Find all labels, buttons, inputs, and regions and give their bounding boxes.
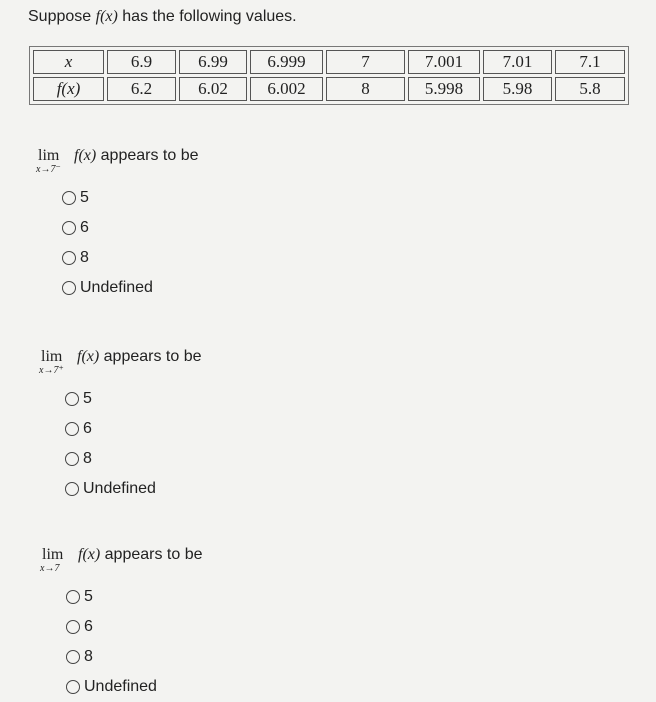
option-6[interactable] <box>62 213 153 243</box>
radio-button[interactable] <box>66 680 80 694</box>
table-cell-x: 7.1 <box>555 50 625 74</box>
intro-function: f(x) <box>95 8 118 25</box>
question-function: f(x) <box>78 546 101 563</box>
question-function: f(x) <box>77 348 100 365</box>
intro-suffix: has the following values. <box>122 8 297 25</box>
radio-button[interactable] <box>62 221 76 235</box>
table-cell-fx: 5.998 <box>408 77 480 101</box>
question-function: f(x) <box>74 147 97 164</box>
radio-button[interactable] <box>62 251 76 265</box>
question-text: appears to be <box>100 147 199 164</box>
lim-subscript: x→7⁺ <box>39 365 64 376</box>
lim-symbol: lim <box>38 147 60 164</box>
option-8[interactable] <box>65 444 156 474</box>
option-label: 6 <box>83 420 92 437</box>
radio-button[interactable] <box>65 392 79 406</box>
radio-button[interactable] <box>66 590 80 604</box>
intro-prefix: Suppose <box>28 8 92 25</box>
question-expression <box>77 348 202 366</box>
answer-options <box>62 183 153 303</box>
question-text: appears to be <box>103 348 202 365</box>
radio-button[interactable] <box>65 452 79 466</box>
table-cell-x: 7.001 <box>408 50 480 74</box>
option-label: Undefined <box>80 279 153 296</box>
option-label: 5 <box>80 189 89 206</box>
radio-button[interactable] <box>66 620 80 634</box>
table-cell-fx: 5.8 <box>555 77 625 101</box>
option-label: Undefined <box>84 678 157 695</box>
option-label: Undefined <box>83 480 156 497</box>
table-cell-x: 7.01 <box>483 50 552 74</box>
option-5[interactable] <box>65 384 156 414</box>
intro-text <box>28 8 297 26</box>
option-5[interactable] <box>62 183 153 213</box>
table-header-fx: f(x) <box>33 77 104 101</box>
option-5[interactable] <box>66 582 157 612</box>
answer-options <box>66 582 157 702</box>
table-cell-x: 6.99 <box>179 50 247 74</box>
question-text: appears to be <box>104 546 203 563</box>
lim-subscript: x→7 <box>40 563 60 574</box>
option-label: 6 <box>84 618 93 635</box>
radio-button[interactable] <box>65 422 79 436</box>
option-8[interactable] <box>66 642 157 672</box>
option-label: 8 <box>83 450 92 467</box>
option-undefined[interactable] <box>62 273 153 303</box>
radio-button[interactable] <box>66 650 80 664</box>
option-label: 5 <box>84 588 93 605</box>
option-6[interactable] <box>65 414 156 444</box>
table-cell-x: 6.999 <box>250 50 323 74</box>
table-cell-fx: 6.2 <box>107 77 176 101</box>
radio-button[interactable] <box>62 281 76 295</box>
radio-button[interactable] <box>65 482 79 496</box>
table-cell-x: 6.9 <box>107 50 176 74</box>
option-label: 6 <box>80 219 89 236</box>
option-8[interactable] <box>62 243 153 273</box>
question-expression <box>78 546 203 564</box>
values-table <box>29 46 629 105</box>
table-cell-fx: 8 <box>326 77 405 101</box>
answer-options <box>65 384 156 504</box>
option-label: 5 <box>83 390 92 407</box>
table-header-x: x <box>33 50 104 74</box>
lim-subscript: x→7⁻ <box>36 164 61 175</box>
table-row-fx <box>33 77 625 101</box>
table-row-x <box>33 50 625 74</box>
table-cell-fx: 5.98 <box>483 77 552 101</box>
lim-symbol: lim <box>42 546 64 563</box>
lim-symbol: lim <box>41 348 63 365</box>
option-undefined[interactable] <box>66 672 157 702</box>
question-expression <box>74 147 199 165</box>
option-label: 8 <box>84 648 93 665</box>
table-cell-fx: 6.002 <box>250 77 323 101</box>
option-6[interactable] <box>66 612 157 642</box>
radio-button[interactable] <box>62 191 76 205</box>
option-undefined[interactable] <box>65 474 156 504</box>
table-cell-fx: 6.02 <box>179 77 247 101</box>
option-label: 8 <box>80 249 89 266</box>
table-cell-x: 7 <box>326 50 405 74</box>
